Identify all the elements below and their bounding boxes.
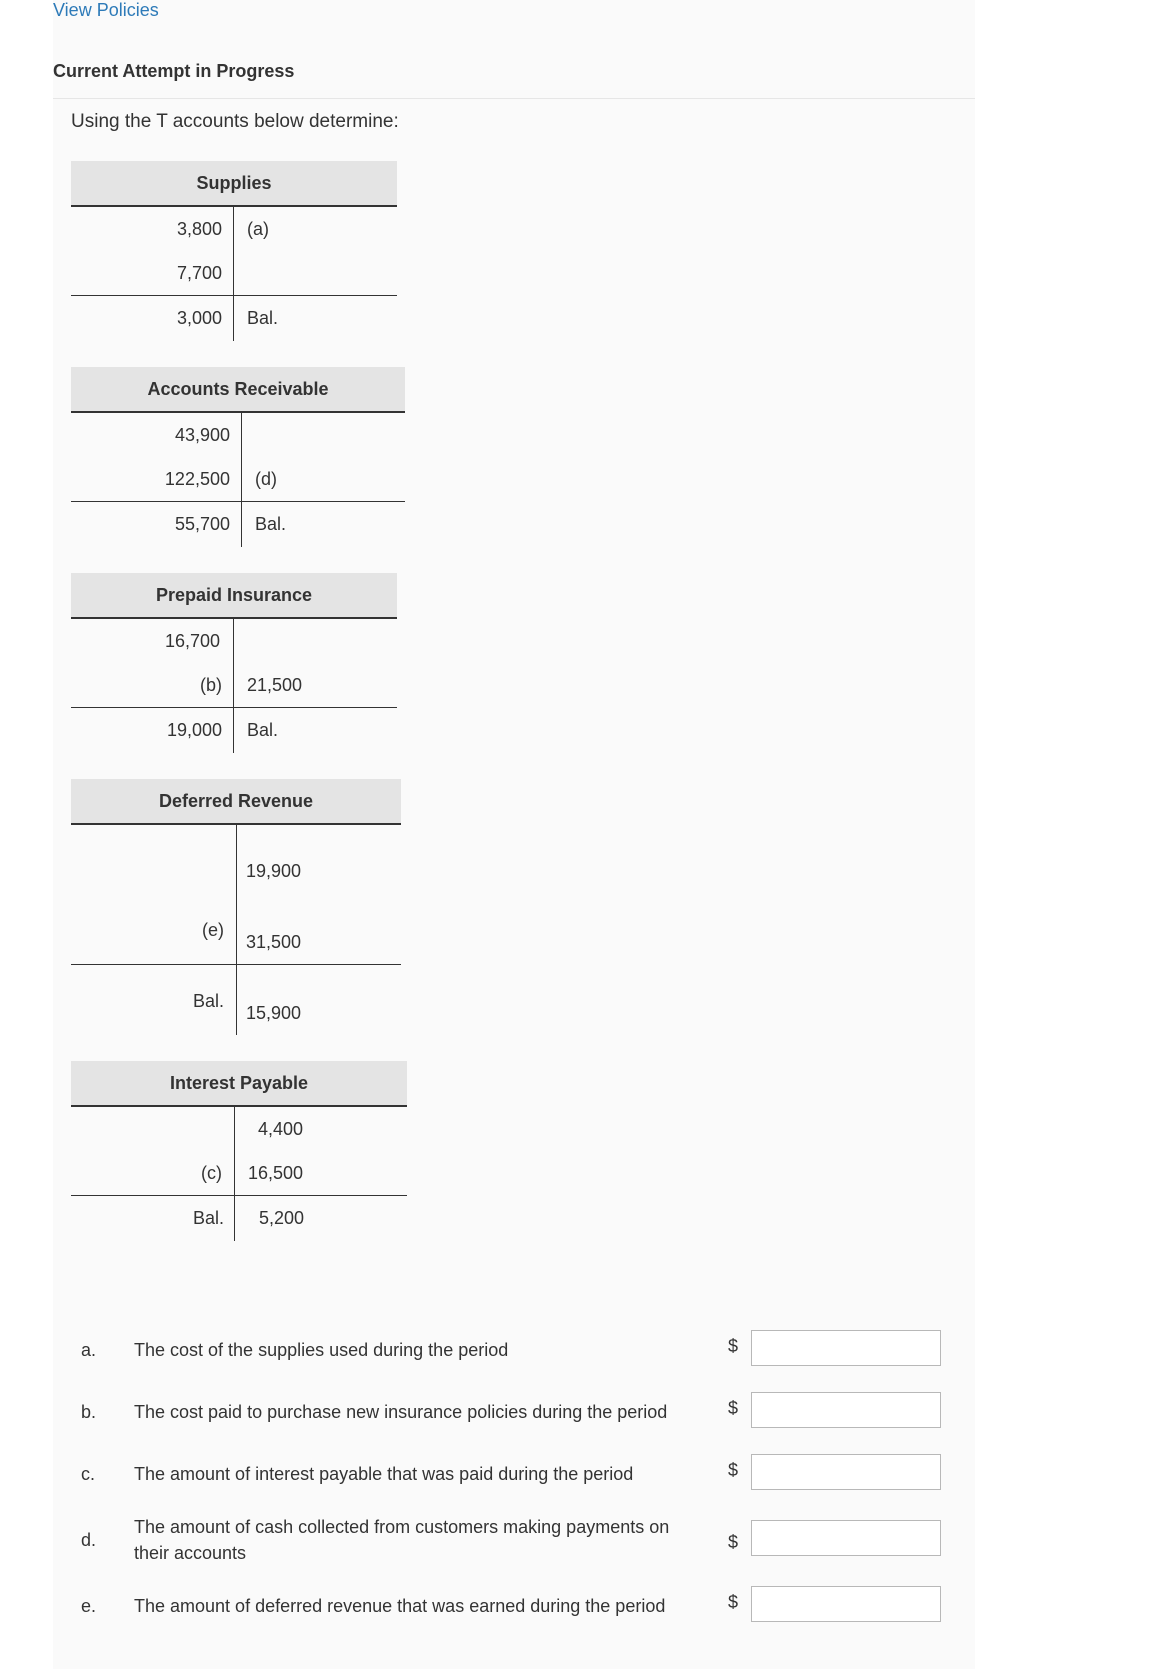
answer-input-e[interactable]: [751, 1586, 941, 1622]
question-intro: Using the T accounts below determine:: [71, 111, 399, 132]
credit-entry: 21,500: [247, 675, 303, 695]
question-row-c: [71, 1454, 951, 1494]
t-account-prepaid-insurance: [71, 573, 397, 753]
currency-symbol: $: [728, 1532, 739, 1552]
t-account-title: Deferred Revenue: [71, 779, 401, 825]
credit-entry: 16,500: [248, 1163, 304, 1183]
credit-entry: 4,400: [258, 1119, 304, 1139]
t-account-divider: [233, 619, 234, 753]
t-account-title: Accounts Receivable: [71, 367, 405, 413]
question-row-e: [71, 1586, 951, 1626]
answer-input-b[interactable]: [751, 1392, 941, 1428]
credit-entry: (d): [255, 469, 277, 489]
credit-entry: 31,500: [246, 932, 302, 952]
answer-input-a[interactable]: [751, 1330, 941, 1366]
question-text: The amount of deferred revenue that was earned during the period: [134, 1596, 666, 1616]
t-account-divider: [236, 825, 237, 1035]
t-account-supplies: [71, 161, 397, 341]
currency-symbol: $: [728, 1592, 739, 1612]
t-account-accounts-receivable: [71, 367, 405, 547]
balance-debit: 3,000: [176, 308, 222, 328]
currency-symbol: $: [728, 1336, 739, 1356]
view-policies-link[interactable]: View Policies: [53, 0, 159, 20]
question-text: The amount of cash collected from customers making payments on their accounts: [134, 1517, 670, 1563]
balance-credit: Bal.: [247, 308, 279, 328]
debit-entry: (b): [200, 675, 222, 695]
balance-debit: Bal.: [192, 1208, 224, 1228]
question-text: The cost paid to purchase new insurance policies during the period: [134, 1402, 668, 1422]
balance-credit: 5,200: [259, 1208, 305, 1228]
answer-input-d[interactable]: [751, 1520, 941, 1556]
debit-entry: 7,700: [176, 263, 222, 283]
question-letter: e.: [81, 1596, 97, 1616]
balance-credit: 15,900: [246, 1003, 302, 1023]
t-account-divider: [241, 413, 242, 547]
question-letter: c.: [81, 1464, 96, 1484]
question-row-a: [71, 1330, 951, 1370]
question-row-b: [71, 1392, 951, 1432]
question-text: The amount of interest payable that was paid during the period: [134, 1464, 634, 1484]
debit-entry: (e): [202, 920, 224, 940]
t-account-deferred-revenue: [71, 779, 401, 1035]
question-letter: b.: [81, 1402, 97, 1422]
credit-entry: 19,900: [246, 861, 302, 881]
t-account-title: Prepaid Insurance: [71, 573, 397, 619]
currency-symbol: $: [728, 1460, 739, 1480]
debit-entry: 3,800: [176, 219, 222, 239]
debit-entry: 16,700: [164, 631, 220, 651]
t-account-rule: [71, 501, 405, 502]
answer-input-c[interactable]: [751, 1454, 941, 1490]
debit-entry: 122,500: [164, 469, 230, 489]
t-account-title: Interest Payable: [71, 1061, 407, 1107]
t-account-divider: [233, 207, 234, 341]
debit-entry: (c): [201, 1163, 222, 1183]
debit-entry: 43,900: [174, 425, 230, 445]
t-account-title: Supplies: [71, 161, 397, 207]
question-row-d: [71, 1512, 951, 1572]
question-text: The cost of the supplies used during the period: [134, 1340, 509, 1360]
balance-debit: 19,000: [166, 720, 222, 740]
balance-debit: Bal.: [192, 991, 224, 1011]
t-account-rule: [71, 707, 397, 708]
currency-symbol: $: [728, 1398, 739, 1418]
credit-entry: (a): [247, 219, 269, 239]
t-account-rule: [71, 295, 397, 296]
attempt-title: Current Attempt in Progress: [53, 61, 295, 81]
t-account-rule: [71, 964, 401, 965]
t-account-rule: [71, 1195, 407, 1196]
divider: [53, 98, 975, 99]
t-account-interest-payable: [71, 1061, 407, 1241]
balance-debit: 55,700: [174, 514, 230, 534]
question-letter: a.: [81, 1340, 97, 1360]
t-account-divider: [234, 1107, 235, 1241]
balance-credit: Bal.: [247, 720, 279, 740]
balance-credit: Bal.: [255, 514, 287, 534]
question-letter: d.: [81, 1530, 97, 1550]
